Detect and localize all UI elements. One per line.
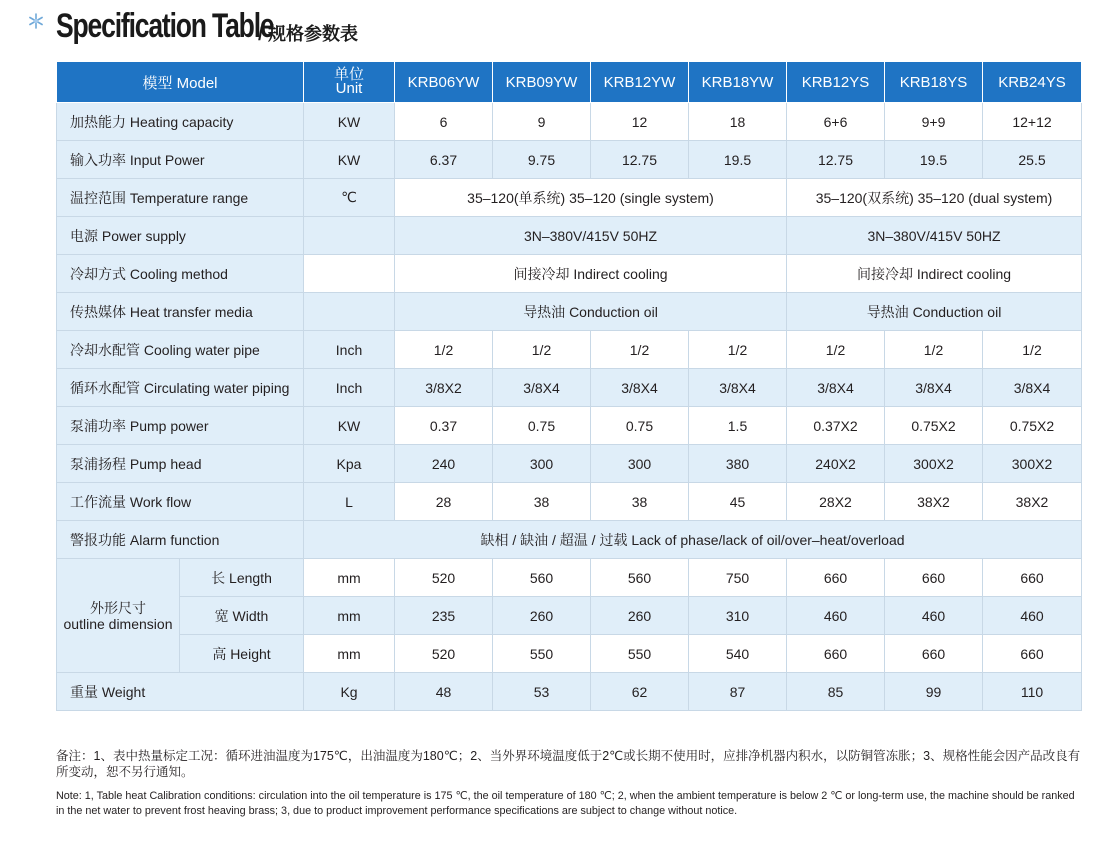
table-cell: 28 [395,483,493,521]
row-label: 泵浦功率 Pump power [57,407,304,445]
table-cell: 6.37 [395,141,493,179]
table-cell: 560 [493,559,591,597]
table-cell: 1/2 [689,331,787,369]
header-model-name: KRB12YW [591,62,689,103]
table-cell-merged: 间接冷却 Indirect cooling [395,255,787,293]
table-cell: 660 [787,559,885,597]
table-cell: 235 [395,597,493,635]
table-cell-merged: 35–120(单系统) 35–120 (single system) [395,179,787,217]
table-cell: 9+9 [885,103,983,141]
row-label: 泵浦扬程 Pump head [57,445,304,483]
table-cell: 62 [591,673,689,711]
row-unit: mm [304,559,395,597]
header-unit-cn: 单位 [333,66,364,83]
table-cell: 19.5 [689,141,787,179]
row-unit: Kpa [304,445,395,483]
dimension-label-en: outline dimension [63,615,173,632]
table-cell: 6+6 [787,103,885,141]
table-cell: 1/2 [493,331,591,369]
header-model: 模型 Model [57,62,304,103]
row-unit: L [304,483,395,521]
table-row [57,141,1082,179]
table-cell: 460 [787,597,885,635]
header-model-name: KRB09YW [493,62,591,103]
table-cell: 520 [395,635,493,673]
table-cell: 300X2 [983,445,1082,483]
table-cell: 38 [591,483,689,521]
row-label: 输入功率 Input Power [57,141,304,179]
table-cell: 110 [983,673,1082,711]
row-label: 循环水配管 Circulating water piping [57,369,304,407]
table-cell: 3/8X4 [591,369,689,407]
row-label: 警报功能 Alarm function [57,521,304,559]
table-cell: 260 [591,597,689,635]
table-row [57,445,1082,483]
table-cell: 660 [787,635,885,673]
row-sublabel: 高 Height [180,635,304,673]
snowflake-icon [28,13,44,29]
table-row [57,559,1082,597]
row-label: 重量 Weight [57,673,304,711]
row-label: 冷却方式 Cooling method [57,255,304,293]
table-cell: 87 [689,673,787,711]
row-unit: mm [304,597,395,635]
table-cell: 0.75 [591,407,689,445]
table-cell: 520 [395,559,493,597]
table-cell: 9 [493,103,591,141]
dimension-label [57,559,180,673]
table-cell: 48 [395,673,493,711]
table-cell: 53 [493,673,591,711]
specification-table [56,61,1082,711]
table-cell: 28X2 [787,483,885,521]
table-cell: 240X2 [787,445,885,483]
header-model-name: KRB18YS [885,62,983,103]
table-cell: 0.75 [493,407,591,445]
table-cell-merged: 缺相 / 缺油 / 超温 / 过载 Lack of phase/lack of oil/over–heat/overload [304,521,1082,559]
dimension-label-cn: 外形尺寸 [90,599,146,616]
table-row [57,179,1082,217]
table-cell: 300 [591,445,689,483]
table-row [57,635,1082,673]
table-cell: 38 [493,483,591,521]
table-cell: 1/2 [885,331,983,369]
table-cell: 12.75 [591,141,689,179]
table-cell: 3/8X4 [493,369,591,407]
row-label: 电源 Power supply [57,217,304,255]
table-cell: 85 [787,673,885,711]
note-chinese: 备注：1、表中热量标定工况：循环进油温度为175℃，出油温度为180℃；2、当外界环境温度低于2℃或长期不使用时，应排净机器内积水，以防铜管冻胀；3、规格性能会因产品改良有所变动，恕不另行通知。 [56,749,1081,779]
table-cell: 660 [983,559,1082,597]
table-cell: 38X2 [885,483,983,521]
row-unit: Kg [304,673,395,711]
row-unit: ℃ [304,179,395,217]
table-cell: 12.75 [787,141,885,179]
table-cell: 45 [689,483,787,521]
page-title: Specification Table [56,7,274,45]
table-cell: 460 [983,597,1082,635]
table-cell: 0.75X2 [983,407,1082,445]
table-row [57,293,1082,331]
table-cell-merged: 3N–380V/415V 50HZ [395,217,787,255]
table-row [57,331,1082,369]
table-cell: 310 [689,597,787,635]
table-cell: 660 [885,559,983,597]
row-unit [304,255,395,293]
table-cell: 0.37 [395,407,493,445]
row-sublabel: 长 Length [180,559,304,597]
header-model-name: KRB06YW [395,62,493,103]
header-model-name: KRB12YS [787,62,885,103]
table-cell: 12+12 [983,103,1082,141]
table-cell: 550 [493,635,591,673]
table-row [57,673,1082,711]
table-row [57,483,1082,521]
table-row [57,369,1082,407]
table-cell: 12 [591,103,689,141]
table-cell: 1/2 [395,331,493,369]
table-cell: 0.75X2 [885,407,983,445]
table-header-row [57,62,1082,103]
table-cell: 460 [885,597,983,635]
row-label: 温控范围 Temperature range [57,179,304,217]
header-model-name: KRB18YW [689,62,787,103]
table-cell-merged: 35–120(双系统) 35–120 (dual system) [787,179,1082,217]
row-label: 冷却水配管 Cooling water pipe [57,331,304,369]
row-unit: Inch [304,331,395,369]
table-cell: 25.5 [983,141,1082,179]
row-label: 传热媒体 Heat transfer media [57,293,304,331]
row-sublabel: 宽 Width [180,597,304,635]
table-cell: 260 [493,597,591,635]
table-cell: 550 [591,635,689,673]
table-cell: 0.37X2 [787,407,885,445]
table-cell: 540 [689,635,787,673]
header-model-name: KRB24YS [983,62,1082,103]
table-cell: 99 [885,673,983,711]
row-unit [304,217,395,255]
row-unit: KW [304,407,395,445]
row-unit: Inch [304,369,395,407]
note-english: Note: 1, Table heat Calibration conditions: circulation into the oil temperature is 175 ℃, the oil temperature of 180 ℃; 2, when the ambient temperature is below 2 ℃ or long-term use, the machine should be ranked in the net water to prevent frost heaving brass; 3, due to product improvement performance specifications are subject to change without notice. [56,790,1075,817]
row-unit [304,293,395,331]
table-cell: 38X2 [983,483,1082,521]
table-cell: 660 [983,635,1082,673]
table-cell: 1.5 [689,407,787,445]
row-label: 加热能力 Heating capacity [57,103,304,141]
table-cell: 6 [395,103,493,141]
table-row [57,255,1082,293]
table-cell: 3/8X4 [689,369,787,407]
table-cell: 1/2 [983,331,1082,369]
header-unit-en: Unit [335,80,363,97]
table-cell: 1/2 [787,331,885,369]
row-unit: KW [304,141,395,179]
table-cell: 300 [493,445,591,483]
table-cell: 380 [689,445,787,483]
table-cell-merged: 导热油 Conduction oil [787,293,1082,331]
row-unit: KW [304,103,395,141]
row-label: 工作流量 Work flow [57,483,304,521]
table-cell: 19.5 [885,141,983,179]
row-unit: mm [304,635,395,673]
table-cell: 3/8X4 [885,369,983,407]
table-cell: 1/2 [591,331,689,369]
table-cell-merged: 导热油 Conduction oil [395,293,787,331]
table-cell-merged: 3N–380V/415V 50HZ [787,217,1082,255]
table-row [57,521,1082,559]
table-cell-merged: 间接冷却 Indirect cooling [787,255,1082,293]
header-unit [304,62,395,103]
table-row [57,597,1082,635]
table-row [57,103,1082,141]
table-cell: 560 [591,559,689,597]
page-subtitle: / 规格参数表 [258,24,359,44]
table-cell: 240 [395,445,493,483]
table-cell: 3/8X2 [395,369,493,407]
table-cell: 750 [689,559,787,597]
table-cell: 3/8X4 [787,369,885,407]
table-cell: 18 [689,103,787,141]
table-row [57,217,1082,255]
table-cell: 3/8X4 [983,369,1082,407]
table-cell: 660 [885,635,983,673]
table-cell: 9.75 [493,141,591,179]
table-cell: 300X2 [885,445,983,483]
table-row [57,407,1082,445]
